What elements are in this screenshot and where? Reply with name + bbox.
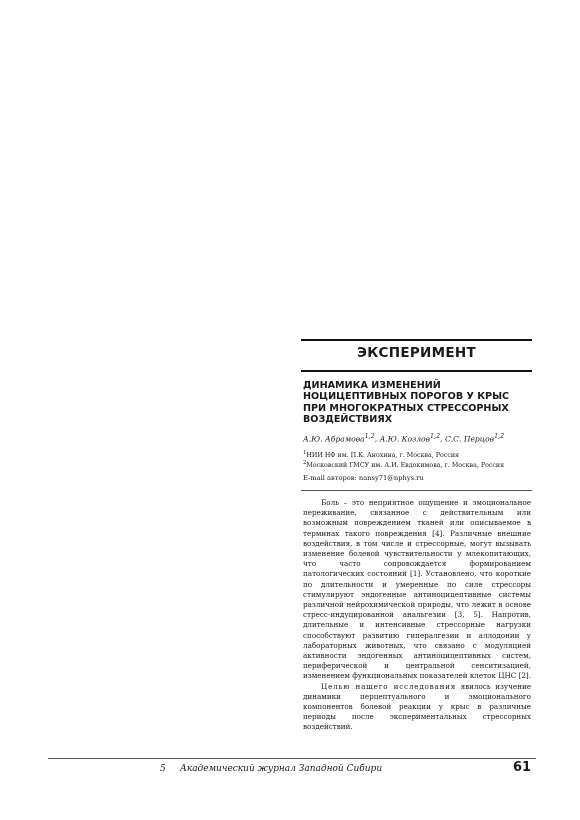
- affiliation: [303, 459, 533, 470]
- section-rule-top: [301, 339, 532, 341]
- author-sup: 1,2: [494, 433, 505, 440]
- affiliation-text: Московский ГМСУ им. А.И. Евдокимова, г. Москва, Россия: [306, 462, 505, 470]
- author-sup: 1,2: [430, 433, 441, 440]
- footer-rule: [48, 758, 536, 759]
- author-name: А.Ю. Абрамова: [303, 434, 365, 444]
- header-divider: [301, 490, 532, 491]
- author-sup: 1,2: [364, 433, 375, 440]
- issue-number: 5: [160, 764, 166, 774]
- author-email: E-mail авторов: nansy71@nphys.ru: [303, 474, 424, 482]
- page-number: 61: [513, 760, 532, 775]
- article-body: [303, 498, 531, 733]
- author-name: А.Ю. Козлов: [379, 434, 431, 444]
- article-title: ДИНАМИКА ИЗМЕНЕНИЙ НОЦИЦЕПТИВНЫХ ПОРОГОВ У КРЫС ПРИ МНОГОКРАТНЫХ СТРЕССОРНЫХ ВОЗДЕЙСТВИЯХ: [303, 380, 510, 425]
- affiliation-sup: 2: [303, 460, 307, 466]
- body-paragraph: Боль – это неприятное ощущение и эмоциональное переживание, связанное с действительным или возможным повреждением тканей или описываемое в терминах такого повреждения [4]. Различные внешние воздействия, в том числе и стрессорные, могут вызывать изменение болевой чувствительности у млекопитающих, что часто сопровождается формированием патологических состояний [1]. Установлено, что короткие по длительности и умеренные по силе стрессоры стимулируют эндогенные антиноцицептивные системы различной нейрохимической природы, что лежит в основе стресс-индуцированной анальгезии [3, 5]. Напротив, длительные и интенсивные стрессорные нагрузки способствуют развитию гипералгезии и аллодонии у лабораторных животных, что связано с модуляцией активности эндогенных антиноцицептивных систем, периферической и центральной сенситизацией, изменением функциональных показателей клеток ЦНС [2].: [303, 498, 531, 681]
- section-rule-bottom: [301, 370, 532, 372]
- body-paragraph: [303, 682, 531, 733]
- author-name: С.С. Перцов: [444, 434, 495, 444]
- spaced-lead: Целью нашего исследования: [321, 681, 457, 691]
- section-heading: ЭКСПЕРИМЕНТ: [356, 345, 477, 361]
- paragraph-rest: явилось изучение динамики перцептуального и эмоционального компонентов болевой реакции у крыс в различные периоды после экспериментальных стрессорных воздействий.: [303, 681, 531, 732]
- affiliation-sup: 1: [303, 450, 307, 456]
- affiliation-text: НИИ НФ им. П.К. Анохина, г. Москва, Россия: [306, 452, 460, 460]
- author-list: А.Ю. Абрамова$^{1,2}$, А.Ю. Козлов$^{1,2}$, С.С. Перцов$^{1,2}$: [303, 433, 505, 444]
- journal-name: Академический журнал Западной Сибири: [180, 764, 383, 774]
